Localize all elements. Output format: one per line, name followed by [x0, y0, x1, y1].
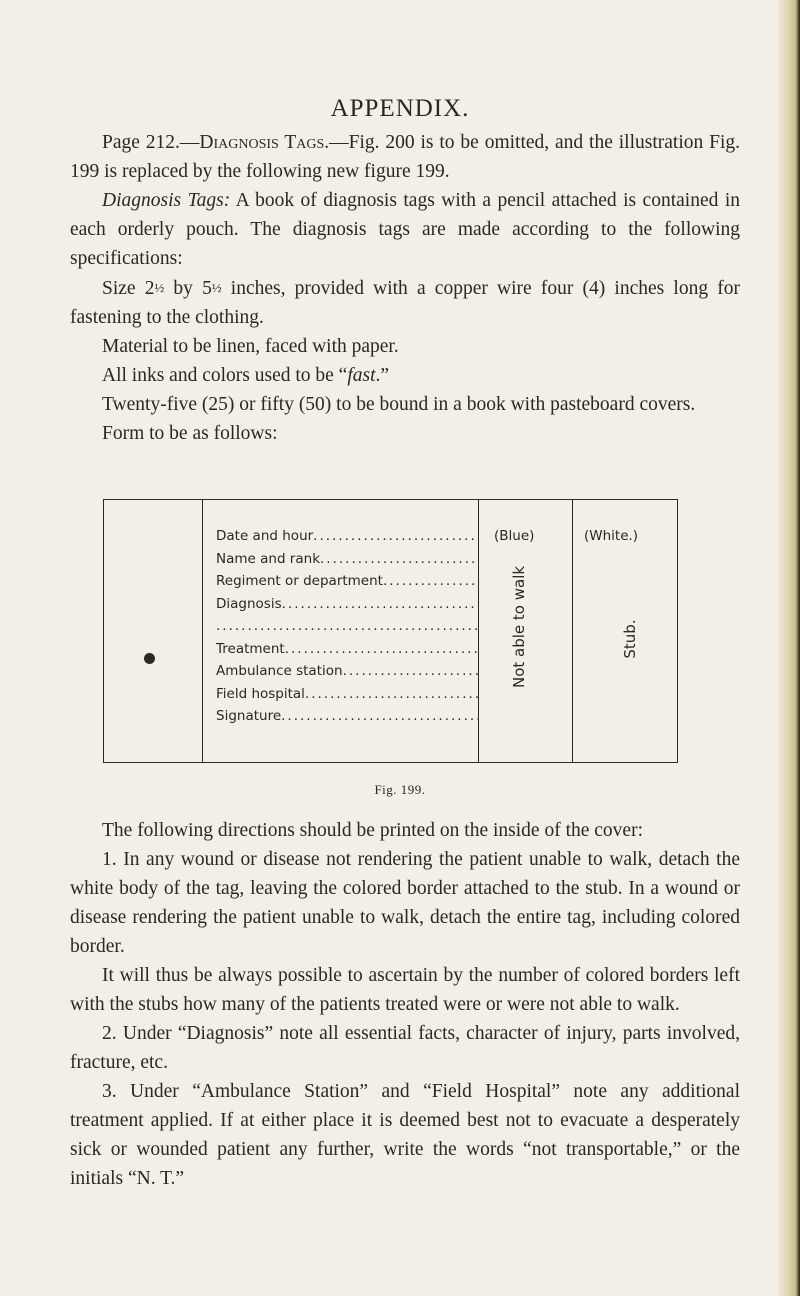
stub-divider-line	[202, 500, 203, 762]
blue-column-header: (Blue)	[494, 528, 535, 544]
field-row	[216, 683, 479, 706]
field-row	[216, 548, 479, 571]
diagnosis-tag-figure	[103, 499, 678, 763]
field-label: Ambulance station	[216, 663, 343, 679]
field-row	[216, 570, 479, 593]
spec-text: A book of diagnosis tags with a pencil attached is contained in each orderly pouch. The diagnosis tags are made according to the following specifications:	[70, 190, 740, 269]
leader-dots	[282, 593, 479, 616]
leader-dots	[313, 525, 479, 548]
stub-label: Stub.	[621, 619, 639, 659]
field-row	[216, 638, 479, 661]
inks-fast: fast	[347, 365, 376, 386]
leader-dots	[216, 615, 479, 638]
field-label: Regiment or department	[216, 573, 383, 589]
field-row-blank	[216, 615, 479, 638]
inks-text-a: All inks and colors used to be “	[102, 365, 348, 386]
form-paragraph: Form to be as follows:	[102, 423, 278, 444]
intro-block	[70, 128, 740, 186]
page-title: APPENDIX.	[330, 95, 470, 122]
inks-text-b: .”	[375, 365, 390, 386]
size-paragraph	[70, 273, 740, 332]
directions-item-2: 2. Under “Diagnosis” note all essential facts, character of injury, parts involved, fracture, etc.	[70, 1023, 740, 1073]
field-row	[216, 705, 479, 728]
leader-dots	[305, 683, 479, 706]
field-row	[216, 525, 479, 548]
not-able-to-walk-label: Not able to walk	[510, 565, 528, 688]
leader-dots	[281, 705, 479, 728]
intro-text: .—Fig. 200 is to be omitted, and the illustration Fig. 199 is replaced by the following new figure 199.	[70, 132, 740, 182]
inks-paragraph	[70, 361, 740, 390]
intro-heading: Diagnosis Tags	[199, 132, 325, 153]
field-label: Treatment	[216, 640, 285, 657]
leader-dots	[285, 638, 479, 661]
leader-dots	[343, 660, 479, 683]
size-text-c: inches, provided with a copper wire four (4) inches long for fastening to the clothing.	[70, 278, 741, 328]
leader-dots	[383, 570, 479, 593]
page-reference: Page 212.—	[102, 132, 200, 153]
field-label: Field hospital	[216, 685, 305, 702]
white-divider-line	[572, 500, 573, 762]
spec-paragraph	[70, 186, 740, 273]
spec-heading: Diagnosis Tags:	[102, 190, 231, 211]
tag-fields	[216, 525, 479, 728]
size-text-a: Size 2	[102, 278, 155, 299]
directions-block	[70, 816, 740, 1193]
field-label: Signature	[216, 708, 282, 724]
size-fraction-2: ½	[211, 280, 222, 295]
directions-item-3: 3. Under “Ambulance Station” and “Field Hospital” note any additional treatment applied. If at either place it is deemed best not to evacuate a desperately sick or wounded patient any further, write the words “not transportable,” or the initials “N. T.”	[70, 1081, 740, 1189]
figure-caption: Fig. 199.	[374, 782, 426, 797]
directions-note: It will thus be always possible to ascertain by the number of colored borders left with the stubs how many of the patients treated were or were not able to walk.	[70, 965, 740, 1015]
size-fraction-1: ½	[154, 280, 165, 295]
field-label: Date and hour	[216, 528, 314, 544]
spec-block	[70, 186, 740, 448]
field-label: Name and rank	[216, 550, 321, 567]
leader-dots	[320, 548, 479, 571]
intro-paragraph	[70, 128, 740, 186]
field-row	[216, 660, 479, 683]
directions-item-1: 1. In any wound or disease not rendering the patient unable to walk, detach the white body of the tag, leaving the colored border attached to the stub. In a wound or disease rendering the patient unable to walk, detach the entire tag, including colored border.	[70, 849, 740, 957]
white-column-header: (White.)	[584, 528, 639, 544]
field-label: Diagnosis	[216, 595, 282, 612]
directions-intro: The following directions should be printed on the inside of the cover:	[102, 820, 644, 841]
wire-hole	[144, 653, 155, 664]
page-edge-shadow	[778, 0, 800, 1296]
size-text-b: by 5	[164, 278, 212, 299]
material-paragraph: Material to be linen, faced with paper.	[102, 336, 399, 357]
field-row	[216, 593, 479, 616]
count-paragraph: Twenty-five (25) or fifty (50) to be bound in a book with pasteboard covers.	[102, 394, 696, 415]
